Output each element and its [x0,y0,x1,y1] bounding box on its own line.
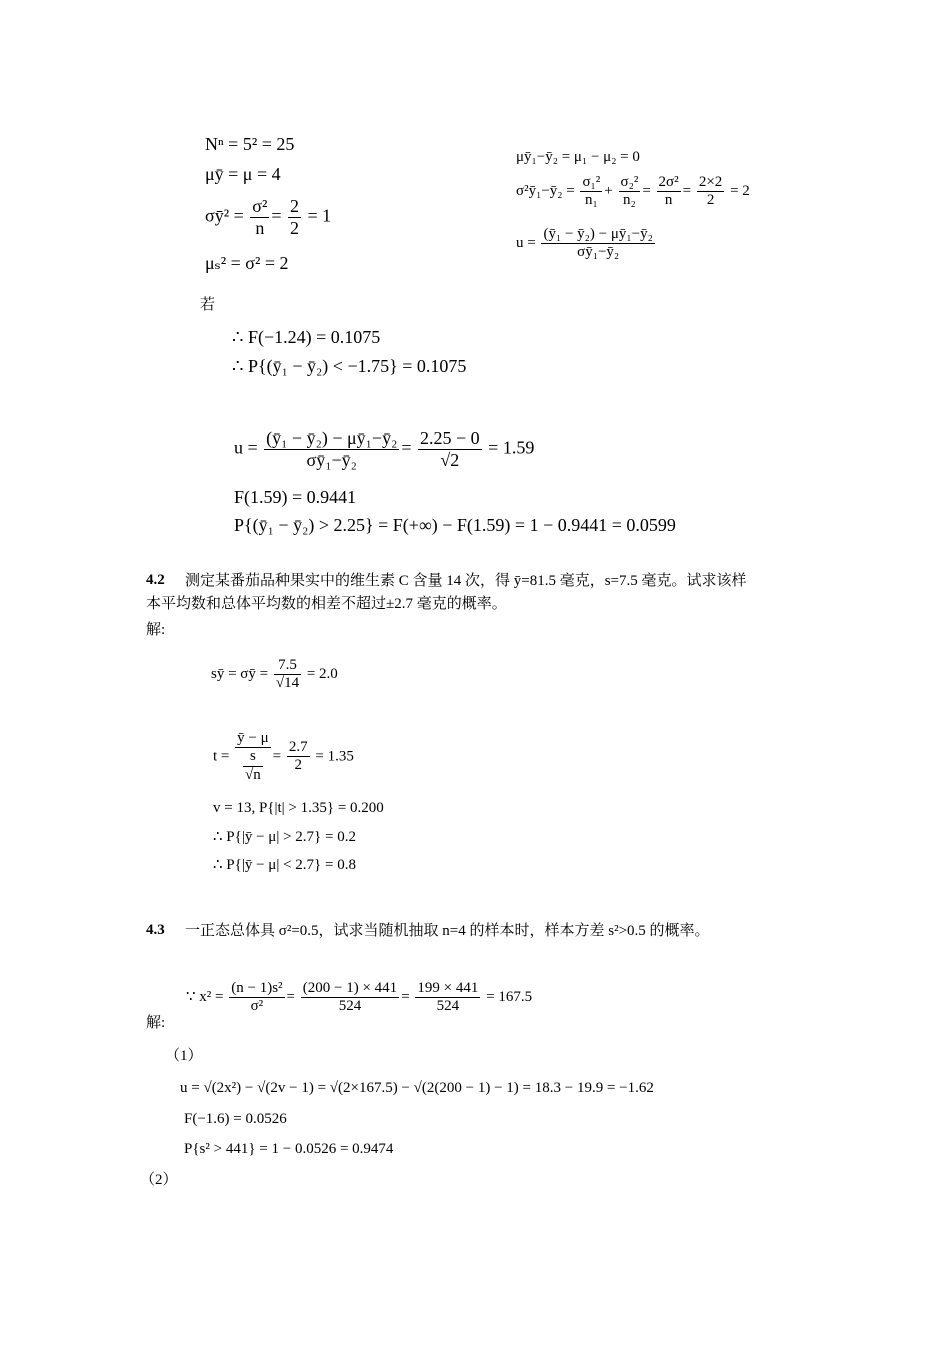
eq-sigma-ybar-rhs: = 1 [307,205,332,226]
eq-u-definition [516,226,657,262]
denominator: σȳ₁−ȳ₂ [577,244,620,261]
eq-f-neg-1-6: F(−1.6) = 0.0526 [184,1111,287,1127]
fraction [657,174,681,210]
eq-chi-lhs: ∵ x² = [186,989,224,1006]
numerator: σ₁² [580,174,602,192]
numerator: 2.7 [287,739,310,757]
numerator: σ₂² [619,174,641,192]
numerator: s [243,748,263,766]
eq-p-gt: ∴ P{|ȳ − μ| > 2.7} = 0.2 [213,829,356,845]
denominator: σȳ₁−ȳ₂ [306,449,357,470]
denominator [235,748,271,784]
eq-sy [211,657,338,693]
numerator: 2×2 [697,174,724,192]
problem-text-line1: 测定某番茄品种果实中的维生素 C 含量 14 次，得 ȳ=81.5 毫克，s=7.5 毫克。试求该样 [185,573,747,589]
fraction [287,739,310,775]
part-label: （2） [140,1172,178,1188]
fraction [415,980,480,1016]
eq-chi-square: ∵ x² = $\frac{\text{(n − 1)s²}}{\text{σ²}}$ = $\frac{(200 - 1) \times 441}{524}$ = $\frac{199 \times 441}{524}$ = 167.5 [186,980,533,1015]
eq-sy-rhs: = 2.0 [306,666,338,683]
if-label: 若 [200,297,216,313]
numerator: 199 × 441 [415,980,480,998]
numerator: (n − 1)s² [229,980,284,998]
fraction [580,174,602,210]
denominator: 2 [294,757,302,774]
eq-mu-ybar: μȳ = μ = 4 [205,164,281,184]
problem-text-line2: 本平均数和总体平均数的相差不超过±2.7 毫克的概率。 [146,596,507,612]
denominator: √2 [440,449,460,470]
denominator: n [255,217,265,238]
fraction [697,174,724,210]
numerator: σ² [252,196,268,216]
eq-sigma-ybar: σȳ² = $\frac{\text{σ²}}{n}$ = $\frac{2}{2}$ = 1 [205,196,332,238]
eq-p-s2: P{s² > 441} = 1 − 0.0526 = 0.9474 [184,1141,394,1157]
numerator: 2σ² [657,174,681,192]
fraction [619,174,641,210]
denominator: 524 [338,998,362,1015]
eq-t: t = $\frac{ȳ - \mu}{\frac{s}{√n}}$ = $\frac{2.7}{2}$ = 1.35 [213,730,354,783]
denominator: 2 [290,217,300,238]
eq-u-rhs: = 1.59 [488,437,535,458]
numerator: (200 − 1) × 441 [301,980,399,998]
eq-sigma-diff-lhs: σ²ȳ₁−ȳ₂ = [516,183,575,200]
fraction [229,980,284,1016]
denominator: 524 [436,998,460,1015]
fraction [243,748,263,784]
eq-v: v = 13, P{|t| > 1.35} = 0.200 [213,800,384,816]
denominator: √n [245,766,261,783]
numerator: (ȳ₁ − ȳ₂) − μȳ₁−ȳ₂ [541,226,654,244]
eq-sigma-ybar-lhs: σȳ² = [205,205,244,226]
numerator: 2 [290,196,300,216]
solution-label: 解: [146,1015,166,1031]
eq-t-lhs: t = [213,748,230,765]
problem-text: 一正态总体具 σ²=0.5，试求当随机抽取 n=4 的样本时，样本方差 s²>0.5 的概率。 [185,923,710,939]
eq-mu-s2: μₛ² = σ² = 2 [205,253,289,273]
problem-number: 4.2 [146,572,165,588]
denominator: √14 [275,675,300,692]
denominator: n [664,192,673,209]
eq-t-rhs: = 1.35 [315,748,354,765]
denominator: 2 [706,192,715,209]
eq-sy-lhs: sȳ = σȳ = [211,666,269,683]
solution-label: 解: [146,622,166,638]
eq-u-computed: u = $\frac{\text{(ȳ₁ − ȳ₂) − μȳ₁−ȳ₂}}{\text{σȳ₁−ȳ₂}}$ = $\frac{2.25 - 0}{√2}$ = 1.59 [234,428,535,470]
fraction [235,730,271,784]
fraction [274,657,301,693]
eq-u-lhs: u = [234,437,258,458]
fraction [301,980,399,1016]
eq-f-neg-1-24: ∴ F(−1.24) = 0.1075 [232,327,381,347]
eq-chi-rhs: = 167.5 [486,989,533,1006]
numerator: ȳ − μ [235,730,271,748]
eq-u-lhs: u = [516,235,536,252]
eq-sigma-diff-rhs: = 2 [730,183,750,200]
fraction [541,226,654,262]
numerator: 2.25 − 0 [420,428,480,448]
denominator: σ² [250,998,264,1015]
eq-mu-diff: μȳ₁−ȳ₂ = μ₁ − μ₂ = 0 [516,149,640,165]
eq-p-diff-lt: ∴ P{(ȳ₁ − ȳ₂) < −1.75} = 0.1075 [232,356,467,376]
eq-f-1-59: F(1.59) = 0.9441 [234,487,357,507]
fraction [250,196,269,238]
numerator: 7.5 [274,657,301,675]
fraction [418,428,482,470]
eq-p-diff-gt: P{(ȳ₁ − ȳ₂) > 2.25} = F(+∞) − F(1.59) = 1 − 0.9441 = 0.0599 [234,515,676,535]
eq-u-normal-approx: u = √(2x²) − √(2v − 1) = √(2×167.5) − √(2(200 − 1) − 1) = 18.3 − 19.9 = −1.62 [180,1080,654,1096]
problem-number: 4.3 [146,922,165,938]
denominator: n₂ [623,192,636,209]
eq-p-lt: ∴ P{|ȳ − μ| < 2.7} = 0.8 [213,857,356,873]
eq-sigma-diff: σ²ȳ₁−ȳ₂ = $\frac{\text{σ₁²}}{\text{n₁}}$ + $\frac{\text{σ₂²}}{\text{n₂}}$ = $\frac{\text{2σ²}}{n}$ = $\frac{2\times 2}{2}$ = 2 [516,174,750,209]
eq-n-power: Nⁿ = 5² = 25 [205,134,295,154]
part-label: （1） [165,1048,203,1064]
fraction [288,196,301,238]
numerator: (ȳ₁ − ȳ₂) − μȳ₁−ȳ₂ [266,428,398,448]
fraction [264,428,399,470]
denominator: n₁ [585,192,598,209]
